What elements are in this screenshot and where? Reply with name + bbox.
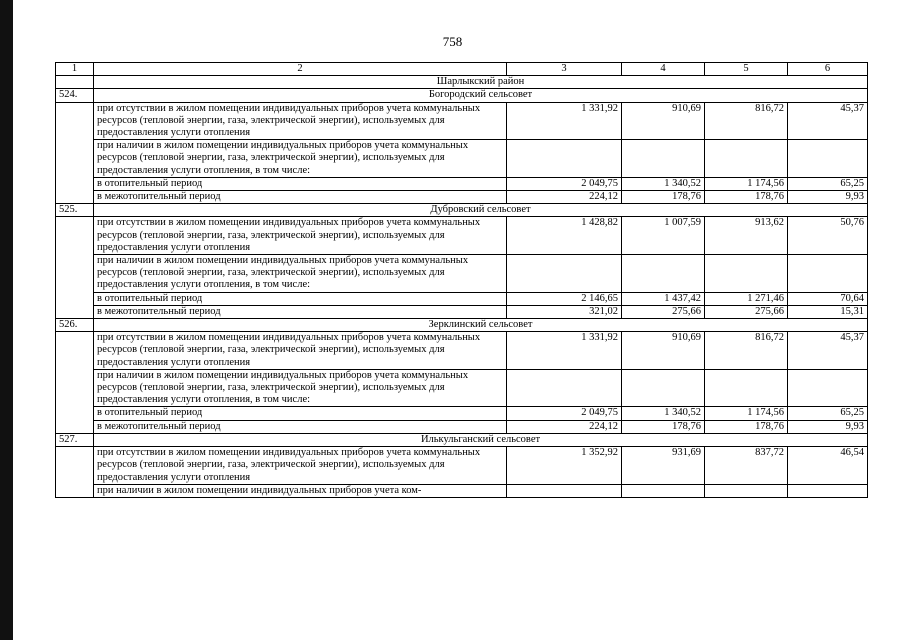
value-col5: 275,66 [705, 305, 788, 318]
table-row [56, 420, 868, 433]
row-description: при отсутствии в жилом помещении индивидуальных приборов учета коммунальных ресурсов (тепловой энергии, газа, электрической энергии), используемых для предоставления услуги отопления [94, 102, 507, 140]
district-name: Шарлыкский район [94, 76, 868, 89]
value-col4: 1 437,42 [622, 292, 705, 305]
section-name: Богородский сельсовет [94, 89, 868, 102]
table-row [56, 447, 868, 485]
table-row [56, 255, 868, 293]
value-col6: 65,25 [788, 177, 868, 190]
value-col4: 931,69 [622, 447, 705, 485]
value-col4: 275,66 [622, 305, 705, 318]
table-row [56, 484, 868, 497]
value-col6: 15,31 [788, 305, 868, 318]
section-header-row [56, 433, 868, 446]
district-row [56, 76, 868, 89]
section-name: Дубровский сельсовет [94, 204, 868, 217]
value-col5: 1 174,56 [705, 177, 788, 190]
value-col6: 70,64 [788, 292, 868, 305]
district-index-cell [56, 76, 94, 89]
row-description: в межотопительный период [94, 420, 507, 433]
column-header: 6 [788, 63, 868, 76]
value-col4: 178,76 [622, 191, 705, 204]
value-col6: 46,54 [788, 447, 868, 485]
column-header: 4 [622, 63, 705, 76]
section-header-row [56, 319, 868, 332]
scan-edge-bar [0, 0, 13, 640]
value-col3: 1 428,82 [507, 217, 622, 255]
value-col3: 2 049,75 [507, 177, 622, 190]
value-col5: 178,76 [705, 191, 788, 204]
table-row [56, 369, 868, 407]
page-number: 758 [442, 34, 463, 49]
value-col3: 1 331,92 [507, 102, 622, 140]
value-col6: 65,25 [788, 407, 868, 420]
value-col3: 224,12 [507, 420, 622, 433]
column-header: 3 [507, 63, 622, 76]
value-col5 [705, 484, 788, 497]
table-row [56, 177, 868, 190]
value-col4: 1 340,52 [622, 177, 705, 190]
row-description: при наличии в жилом помещении индивидуальных приборов учета коммунальных ресурсов (тепловой энергии, газа, электрической энергии), используемых для предоставления услуги отопления, в том числе: [94, 255, 507, 293]
column-header: 2 [94, 63, 507, 76]
value-col3: 2 049,75 [507, 407, 622, 420]
value-col3 [507, 255, 622, 293]
value-col5: 1 174,56 [705, 407, 788, 420]
row-description: в межотопительный период [94, 191, 507, 204]
value-col6: 9,93 [788, 420, 868, 433]
value-col3: 1 352,92 [507, 447, 622, 485]
value-col4 [622, 140, 705, 178]
value-col6: 9,93 [788, 191, 868, 204]
value-col4: 178,76 [622, 420, 705, 433]
table-row [56, 102, 868, 140]
value-col6: 50,76 [788, 217, 868, 255]
section-index-blank [56, 102, 94, 204]
value-col3: 2 146,65 [507, 292, 622, 305]
value-col3 [507, 484, 622, 497]
section-number: 524. [56, 89, 94, 102]
header-row [56, 63, 868, 76]
table-row [56, 332, 868, 370]
value-col5: 913,62 [705, 217, 788, 255]
column-header: 1 [56, 63, 94, 76]
row-description: при наличии в жилом помещении индивидуальных приборов учета ком- [94, 484, 507, 497]
value-col4: 910,69 [622, 332, 705, 370]
value-col6 [788, 255, 868, 293]
value-col5: 816,72 [705, 102, 788, 140]
row-description: при отсутствии в жилом помещении индивидуальных приборов учета коммунальных ресурсов (тепловой энергии, газа, электрической энергии), используемых для предоставления услуги отопления [94, 332, 507, 370]
section-index-blank [56, 332, 94, 434]
row-description: при наличии в жилом помещении индивидуальных приборов учета коммунальных ресурсов (тепловой энергии, газа, электрической энергии), используемых для предоставления услуги отопления, в том числе: [94, 369, 507, 407]
row-description: в отопительный период [94, 407, 507, 420]
value-col4 [622, 369, 705, 407]
row-description: в отопительный период [94, 177, 507, 190]
section-header-row [56, 204, 868, 217]
value-col4 [622, 484, 705, 497]
table-row [56, 191, 868, 204]
row-description: в межотопительный период [94, 305, 507, 318]
section-number: 525. [56, 204, 94, 217]
section-name: Зерклинский сельсовет [94, 319, 868, 332]
section-number: 527. [56, 433, 94, 446]
value-col4 [622, 255, 705, 293]
table-row [56, 217, 868, 255]
section-index-blank [56, 217, 94, 319]
value-col6 [788, 484, 868, 497]
section-header-row [56, 89, 868, 102]
row-description: при отсутствии в жилом помещении индивидуальных приборов учета коммунальных ресурсов (тепловой энергии, газа, электрической энергии), используемых для предоставления услуги отопления [94, 447, 507, 485]
value-col5: 1 271,46 [705, 292, 788, 305]
value-col6 [788, 140, 868, 178]
row-description: при отсутствии в жилом помещении индивидуальных приборов учета коммунальных ресурсов (тепловой энергии, газа, электрической энергии), используемых для предоставления услуги отопления [94, 217, 507, 255]
value-col6 [788, 369, 868, 407]
table-row [56, 292, 868, 305]
value-col6: 45,37 [788, 332, 868, 370]
value-col4: 1 007,59 [622, 217, 705, 255]
tariff-table [55, 62, 868, 498]
table-row [56, 407, 868, 420]
value-col5 [705, 255, 788, 293]
row-description: при наличии в жилом помещении индивидуальных приборов учета коммунальных ресурсов (тепловой энергии, газа, электрической энергии), используемых для предоставления услуги отопления, в том числе: [94, 140, 507, 178]
section-name: Илькульганский сельсовет [94, 433, 868, 446]
value-col4: 1 340,52 [622, 407, 705, 420]
value-col4: 910,69 [622, 102, 705, 140]
value-col5: 837,72 [705, 447, 788, 485]
section-number: 526. [56, 319, 94, 332]
section-index-blank [56, 447, 94, 498]
value-col6: 45,37 [788, 102, 868, 140]
row-description: в отопительный период [94, 292, 507, 305]
value-col3: 1 331,92 [507, 332, 622, 370]
value-col3 [507, 369, 622, 407]
value-col3: 321,02 [507, 305, 622, 318]
value-col5 [705, 369, 788, 407]
value-col3 [507, 140, 622, 178]
value-col5 [705, 140, 788, 178]
value-col3: 224,12 [507, 191, 622, 204]
column-header: 5 [705, 63, 788, 76]
value-col5: 816,72 [705, 332, 788, 370]
value-col5: 178,76 [705, 420, 788, 433]
table-row [56, 140, 868, 178]
table-row [56, 305, 868, 318]
